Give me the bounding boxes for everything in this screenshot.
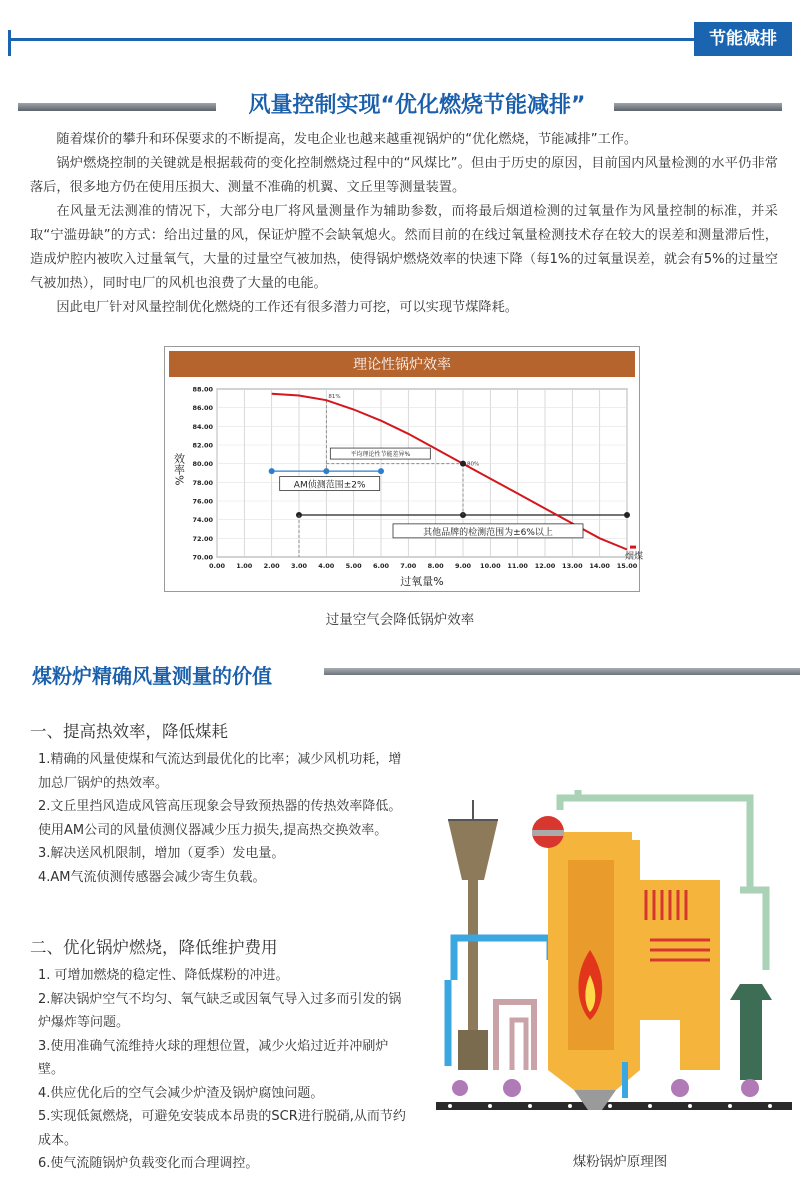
y-tick-label: 72.00 [192,534,213,543]
stack [740,1000,762,1080]
y-tick-label: 78.00 [192,478,213,487]
x-tick-label: 9.00 [454,562,472,570]
x-tick-label: 5.00 [345,562,362,570]
list-item: 3.使用准确气流维持火球的理想位置，减少火焰过近并冲刷炉壁。 [38,1038,389,1077]
legend-swatch [630,546,636,549]
title-bar-left [18,103,216,111]
y-tick-label: 88.00 [192,385,213,394]
coal-hopper [448,820,498,880]
x-tick-label: 15.00 [616,562,638,570]
boiler-diagram [430,770,796,1146]
y-tick-label: 70.00 [192,553,213,562]
chart-svg [165,347,644,591]
legend-label: 烟煤 [624,552,644,563]
section2-title: 煤粉炉精确风量测量的价值 [32,664,272,688]
x-tick-label: 8.00 [427,562,444,570]
x-tick-label: 3.00 [290,562,308,570]
efficiency-chart [164,346,644,592]
subsection2-heading: 二、优化锅炉燃烧，降低维护费用 [30,938,278,957]
list-item: 5.实现低氮燃烧，可避免安装成本昂贵的SCR进行脱硝,从而节约成本。 [38,1109,406,1148]
header-rule [8,38,694,41]
range-point [624,512,630,518]
x-tick-label: 4.00 [318,562,335,570]
y-axis-label: 效率% [172,453,186,486]
x-tick-label: 14.00 [589,562,610,570]
section1-body [30,128,778,320]
list-item: 6.使气流随锅炉负载变化而合理调控。 [38,1156,259,1171]
list-item: 1. 可增加燃烧的稳定性、降低煤粉的冲进。 [38,968,289,983]
x-tick-label: 12.00 [534,562,556,570]
range-point [269,468,275,474]
header-left-bar [8,30,11,56]
subsection2-list [38,964,410,1176]
paragraph: 锅炉燃烧控制的关键就是根据载荷的变化控制燃烧过程中的“风煤比”。但由于历史的原因，目前国内风量检测的水平仍非常落后，很多地方仍在使用压损大、测量不准确的机翼、文丘里等测量装置。 [30,156,778,195]
sensor-post [622,1062,628,1098]
subsection1-list [38,748,410,889]
title-bar-right [614,103,782,111]
annotation-label: AM侦测范围±2% [293,480,366,491]
x-axis-label: 过氧量% [400,575,444,588]
section1-title: 风量控制实现“优化燃烧节能减排” [248,93,586,118]
x-tick-label: 7.00 [400,562,417,570]
convection-section [640,880,720,1070]
list-item: 1.精确的风量使煤和气流达到最优化的比率；减少风机功耗，增加总厂锅炉的热效率。 [38,752,402,791]
annotation-label: 80% [467,461,480,468]
list-item: 4.供应优化后的空气会减少炉渣及锅炉腐蚀问题。 [38,1085,324,1101]
x-tick-label: 13.00 [562,562,583,570]
x-tick-label: 0.00 [208,562,226,570]
list-item: 2.文丘里挡风造成风管高压现象会导致预热器的传热效率降低。使用AM公司的风量侦测仪器减少压力损失,提高热交换效率。 [38,799,402,838]
figure-caption: 煤粉锅炉原理图 [572,1154,668,1170]
y-tick-label: 76.00 [192,497,213,506]
annotation-label: 81% [328,394,341,401]
marker-point [460,461,466,467]
annotation-label: 其他品牌的检测范围为±6%以上 [423,527,553,538]
y-tick-label: 80.00 [192,460,213,469]
paragraph: 因此电厂针对风量控制优化燃烧的工作还有很多潜力可挖，可以实现节煤降耗。 [56,300,518,315]
boiler-illustration [430,770,796,1146]
list-item: 2.解决锅炉空气不均匀、氧气缺乏或因氧气导入过多而引发的锅炉爆炸等问题。 [38,991,402,1030]
x-tick-label: 1.00 [236,562,253,570]
section2-title-bar [324,668,800,675]
list-item: 4.AM气流侦测传感器会减少寄生负载。 [38,869,266,885]
x-tick-label: 6.00 [372,562,390,570]
y-tick-label: 74.00 [192,516,213,525]
section-tag: 节能减排 [694,22,792,56]
chart-caption: 过量空气会降低锅炉效率 [325,612,475,628]
chart-title: 理论性锅炉效率 [353,357,451,373]
subsection1-heading: 一、提高热效率，降低煤耗 [30,722,228,741]
y-tick-label: 86.00 [192,404,213,413]
annotation-label: 平均理论性节能差异% [350,451,411,459]
paragraph: 随着煤价的攀升和环保要求的不断提高，发电企业也越来越重视锅炉的“优化燃烧，节能减排”工作。 [56,132,638,147]
range-point [378,468,384,474]
x-tick-label: 11.00 [507,562,528,570]
y-tick-label: 84.00 [192,422,213,431]
x-tick-label: 2.00 [263,562,280,570]
list-item: 3.解决送风机限制，增加（夏季）发电量。 [38,846,285,861]
paragraph: 在风量无法测准的情况下，大部分电厂将风量测量作为辅助参数，而将最后烟道检测的过氧量作为风量控制的标准，并采取“宁滥毋缺”的方式：给出过量的风，保证炉膛不会缺氧熄火。然而目前的在线过氧量检测技术存在较大的误差和测量滞后性，造成炉腔内被吹入过量氧气，大量的过量空气被加热，使得锅炉燃烧效率的快速下降（每1%的过氧量误差，就会有5%的过量空气被加热），同时电厂的风机也浪费了大量的电能。 [30,204,778,291]
x-tick-label: 10.00 [480,562,501,570]
y-tick-label: 82.00 [192,441,213,450]
